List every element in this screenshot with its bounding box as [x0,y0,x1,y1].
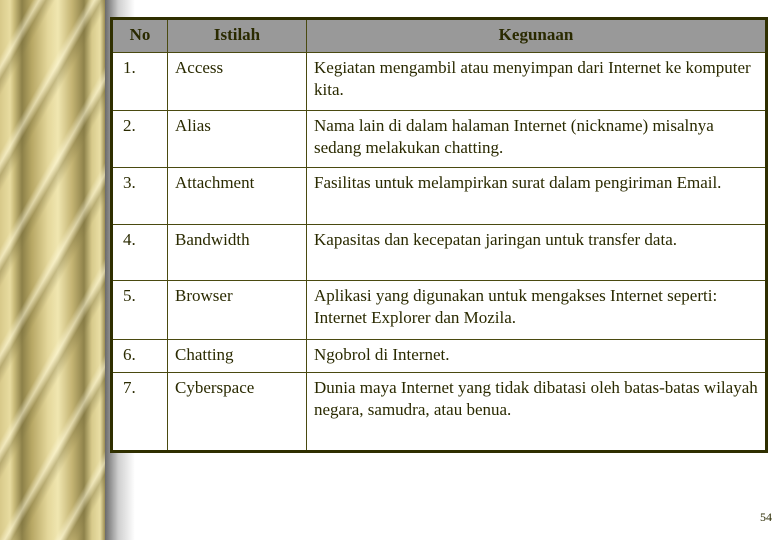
table-row [112,281,767,340]
cell-no: 4. [112,225,168,281]
cell-use: Dunia maya Internet yang tidak dibatasi oleh batas-batas wilayah negara, samudra, atau benua. [307,373,767,452]
header-kegunaan: Kegunaan [307,19,767,53]
cell-term: Cyberspace [168,373,307,452]
glossary-table [110,17,768,453]
cell-term: Attachment [168,168,307,225]
cell-term: Bandwidth [168,225,307,281]
cell-use: Fasilitas untuk melampirkan surat dalam pengiriman Email. [307,168,767,225]
cell-no: 3. [112,168,168,225]
cell-use: Ngobrol di Internet. [307,340,767,373]
cell-use: Kegiatan mengambil atau menyimpan dari Internet ke komputer kita. [307,53,767,111]
cell-term: Alias [168,111,307,168]
cell-no: 2. [112,111,168,168]
cell-no: 6. [112,340,168,373]
cell-no: 1. [112,53,168,111]
header-istilah: Istilah [168,19,307,53]
table-header-row [112,19,767,53]
decorative-gold-pillar [0,0,105,540]
table-row [112,340,767,373]
cell-use: Aplikasi yang digunakan untuk mengakses Internet seperti: Internet Explorer dan Mozila. [307,281,767,340]
table-row [112,373,767,452]
cell-use: Nama lain di dalam halaman Internet (nickname) misalnya sedang melakukan chatting. [307,111,767,168]
cell-use: Kapasitas dan kecepatan jaringan untuk transfer data. [307,225,767,281]
table-row [112,111,767,168]
cell-term: Chatting [168,340,307,373]
table-row [112,225,767,281]
table-row [112,53,767,111]
cell-term: Access [168,53,307,111]
header-no: No [112,19,168,53]
cell-no: 7. [112,373,168,452]
cell-term: Browser [168,281,307,340]
table-row [112,168,767,225]
cell-no: 5. [112,281,168,340]
page-number: 54 [760,510,772,524]
